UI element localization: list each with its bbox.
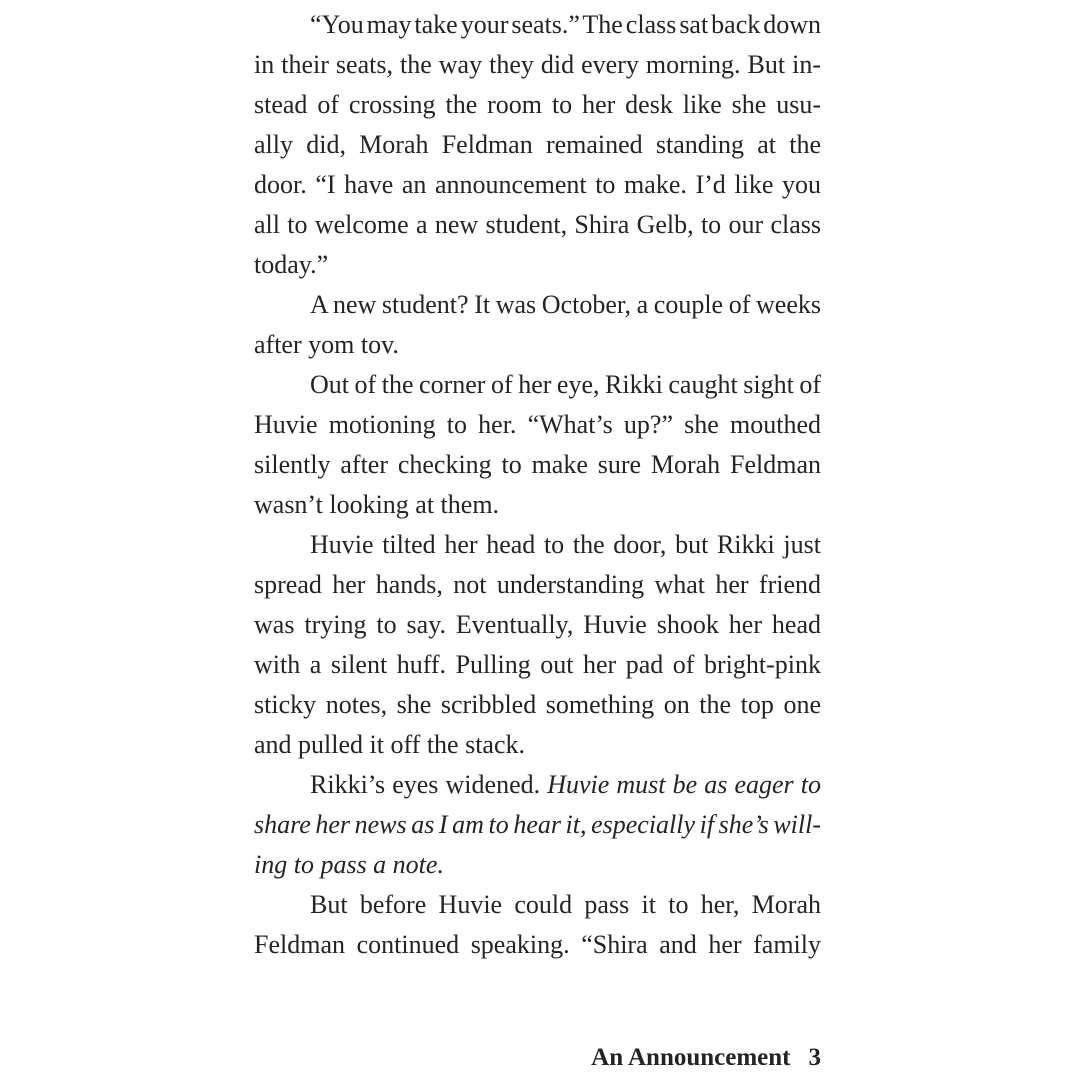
italic-text-segment: share her news as I am to hear it, especially if she’s will- [254,810,821,839]
text-line [254,45,821,85]
text-line [254,325,821,365]
text-line [254,685,821,725]
text-line [254,85,821,125]
text-line [254,885,821,925]
italic-text-segment: ing to pass a note. [254,850,444,879]
text-segment: and pulled it off the stack. [254,730,526,759]
text-segment: after yom tov. [254,330,399,359]
text-segment: Huvie motioning to her. “What’s up?” she mouthed [254,410,821,439]
text-line-content [254,45,821,85]
text-line-content [254,245,328,285]
text-segment: in their seats, the way they did every morning. But in- [254,50,821,79]
text-segment: today.” [254,250,329,279]
text-line [254,485,821,525]
text-line [254,445,821,485]
text-line-content [254,685,821,725]
text-segment: silently after checking to make sure Morah Feldman [254,450,821,479]
text-line-content [254,405,821,445]
page-footer [591,1042,821,1074]
text-line [254,245,821,285]
text-line [254,5,821,45]
text-line-content [282,285,821,325]
text-line-content [254,605,821,645]
text-segment: But before Huvie could pass it to her, Morah [310,890,821,919]
text-line [254,125,821,165]
text-segment: Huvie tilted her head to the door, but Rikki just [310,530,821,559]
text-segment: Feldman continued speaking. “Shira and her family [254,930,821,959]
text-line [254,765,821,805]
text-line-content [254,165,821,205]
footer-chapter-title: An Announcement [591,1044,791,1071]
text-line [254,925,821,965]
text-line-content [254,485,499,525]
text-line [254,165,821,205]
text-segment: ally did, Morah Feldman remained standing at the [254,130,821,159]
text-line-content [254,85,821,125]
text-segment: was trying to say. Eventually, Huvie shook her head [254,610,821,639]
text-segment: stead of crossing the room to her desk like she usu- [254,90,821,119]
text-line [254,405,821,445]
text-line-content [254,125,821,165]
footer-page-number: 3 [808,1044,821,1071]
text-line [254,725,821,765]
text-segment: Rikki’s eyes widened. [310,770,548,799]
text-block [254,5,821,965]
text-line [254,845,821,885]
text-line-content [254,325,399,365]
text-line-content [254,205,821,245]
text-segment: with a silent huff. Pulling out her pad of bright-pink [254,650,821,679]
text-line [254,645,821,685]
text-segment: wasn’t looking at them. [254,490,500,519]
text-line [254,605,821,645]
text-line-content [282,885,821,925]
text-line [254,525,821,565]
text-segment: A new student? It was October, a couple of weeks [310,290,821,319]
text-segment: Out of the corner of her eye, Rikki caught sight of [310,370,821,399]
text-line-content [254,645,821,685]
text-segment: door. “I have an announcement to make. I’d like you [254,170,821,199]
text-line [254,365,821,405]
italic-text-segment: Huvie must be as eager to [547,770,821,799]
text-line-content [282,5,821,45]
text-line-content [254,725,525,765]
text-line-content [254,445,821,485]
text-line-content [282,765,821,805]
text-line-content [282,525,821,565]
text-line [254,805,821,845]
text-line [254,565,821,605]
text-line-content [254,845,444,885]
text-line-content [282,365,821,405]
text-line-content [254,565,821,605]
text-segment: “You may take your seats.” The class sat back down [310,10,822,39]
text-segment: sticky notes, she scribbled something on the top one [254,690,821,719]
text-line-content [254,925,821,965]
text-line-content [254,805,821,845]
text-segment: all to welcome a new student, Shira Gelb, to our class [254,210,821,239]
text-line [254,205,821,245]
text-line [254,285,821,325]
text-segment: spread her hands, not understanding what her friend [254,570,821,599]
